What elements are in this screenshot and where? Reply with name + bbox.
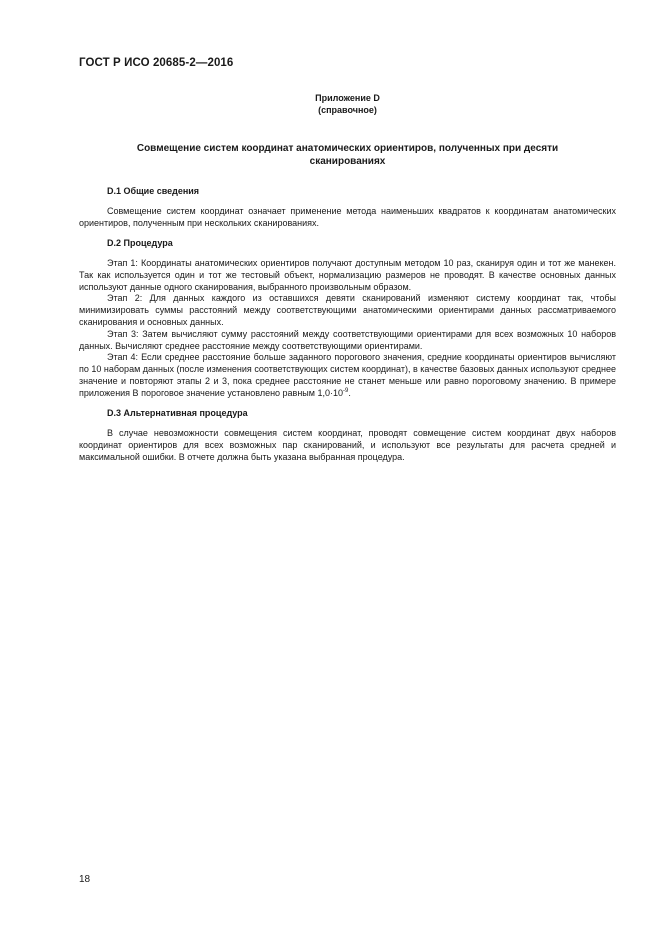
step-4-text: Этап 4: Если среднее расстояние больше заданного порогового значения, средние координаты ориентиров вычисляют по 10 наборам данных (после изменения соответствующих систем координат), в качестве базовых данных используют среднее значение и повторяют этапы 2 и 3, пока среднее расстояние не станет меньше или равно пороговому значению. В примере приложения В пороговое значение установлено равным 1,0·10: [79, 352, 616, 398]
page-number: 18: [79, 874, 91, 885]
paragraph: Совмещение систем координат означает применение метода наименьших квадратов к координатам анатомических ориентиров, полученным при нескольких сканированиях.: [79, 206, 616, 228]
section-d1-body: [79, 206, 616, 230]
paragraph: В случае невозможности совмещения систем координат, проводят совмещение систем координат двух наборов координат ориентиров для всех возможных пар сканирований, и используют все результаты для расчета средней и максимальной ошибки. В отчете должна быть указана выбранная процедура.: [79, 428, 616, 462]
section-d2-body: [79, 258, 616, 400]
standard-header: ГОСТ Р ИСО 20685-2—2016: [79, 57, 234, 69]
section-heading-d1: D.1 Общие сведения: [107, 186, 200, 196]
section-heading-d2: D.2 Процедура: [107, 238, 173, 248]
section-heading-d3: D.3 Альтернативная процедура: [107, 408, 248, 418]
paragraph-step-1: Этап 1: Координаты анатомических ориентиров получают доступным методом 10 раз, сканируя один и тот же манекен. Так как используется один и тот же тестовый объект, нормализацию размеров не проводят. В качестве основных данных используют данные одного сканирования, выбранного произвольным образом.: [79, 258, 616, 292]
section-d3-body: [79, 428, 616, 463]
threshold-exponent: -9: [342, 387, 349, 394]
step-4-period: .: [348, 387, 351, 398]
paragraph-step-4: [79, 352, 616, 399]
paragraph-step-2: Этап 2: Для данных каждого из оставшихся девяти сканирований изменяют систему координат так, чтобы минимизировать суммы расстояний между соответствующими анатомическими ориентирами данных рассматриваемого сканирования и основных данных.: [79, 293, 616, 327]
annex-title: Приложение D: [315, 93, 380, 103]
annex-note: (справочное): [318, 105, 377, 115]
paragraph-step-3: Этап 3: Затем вычисляют сумму расстояний между соответствующими ориентирами для всех возможных 10 наборов данных. Вычисляют среднее расстояние между соответствующими ориентирами.: [79, 328, 616, 351]
annex-block: [79, 92, 616, 116]
document-title: Совмещение систем координат анатомических ориентиров, полученных при десяти сканированиях: [136, 143, 559, 167]
